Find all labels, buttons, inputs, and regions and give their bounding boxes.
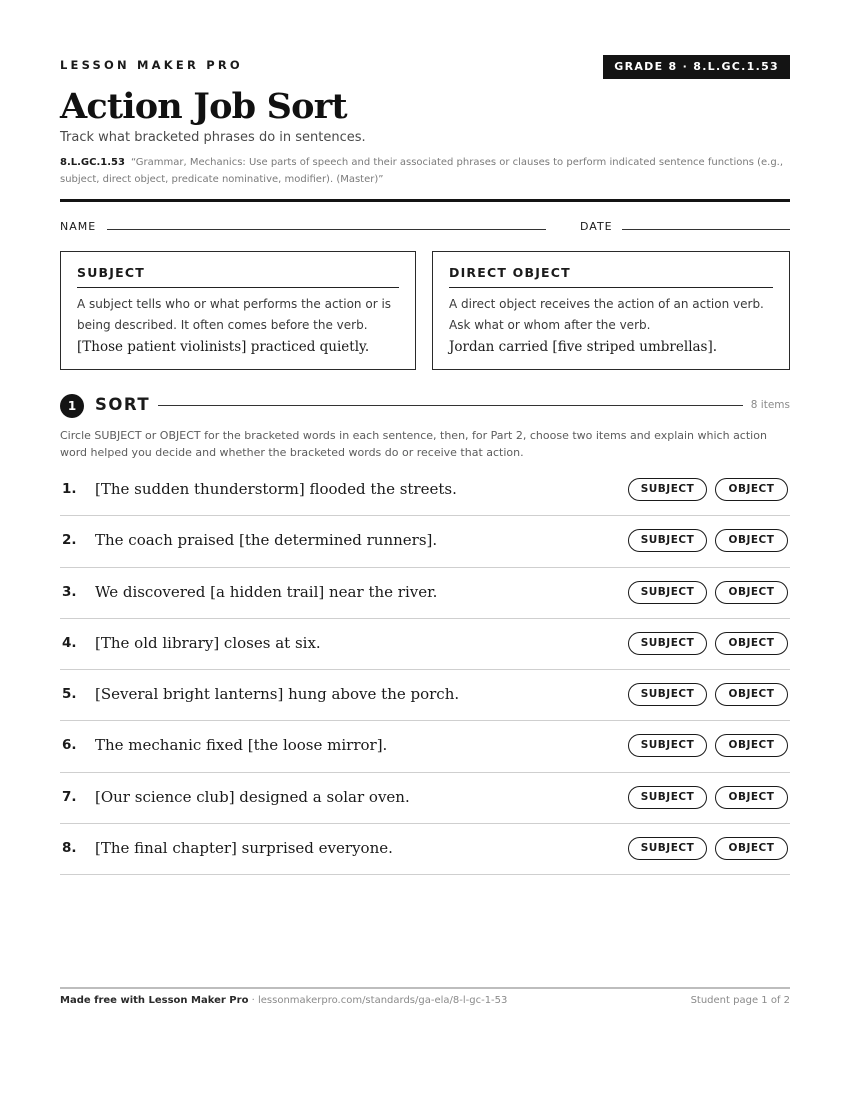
item-sentence: The mechanic fixed [the loose mirror]. <box>95 736 388 755</box>
item-sentence: [Several bright lanterns] hung above the porch. <box>95 685 460 704</box>
object-choice-button[interactable]: OBJECT <box>715 529 788 552</box>
section-title: SORT <box>95 395 151 414</box>
footer-page-number: Student page 1 of 2 <box>690 995 790 1006</box>
list-item <box>60 670 790 721</box>
subject-choice-button[interactable]: SUBJECT <box>628 581 707 604</box>
section-divider <box>158 405 743 406</box>
section-instructions: Circle SUBJECT or OBJECT for the bracketed words in each sentence, then, for Part 2, choose two items and explain which action word helped you decide and whether the bracketed words do or receive that action. <box>60 429 767 459</box>
standard-code: 8.L.GC.1.53 <box>60 157 125 168</box>
item-number: 2. <box>62 532 77 549</box>
object-choice-button[interactable]: OBJECT <box>715 683 788 706</box>
section-number-badge: 1 <box>60 394 84 418</box>
item-number: 7. <box>62 788 77 805</box>
footer-made-with: Made free with Lesson Maker Pro <box>60 995 249 1006</box>
object-choice-button[interactable]: OBJECT <box>715 581 788 604</box>
object-choice-button[interactable]: OBJECT <box>715 478 788 501</box>
standard-text: “Grammar, Mechanics: Use parts of speech and their associated phrases or clauses to perform indicated sentence functions (e.g., subject, direct object, predicate nominative, modifier). (Master)” <box>60 157 784 185</box>
card-title: DIRECT OBJECT <box>449 265 773 288</box>
subject-choice-button[interactable]: SUBJECT <box>628 786 707 809</box>
item-number: 4. <box>62 634 77 651</box>
footer-credit <box>60 995 507 1006</box>
grade-badge: GRADE 8 · 8.L.GC.1.53 <box>603 55 790 79</box>
date-field[interactable] <box>622 229 790 230</box>
item-number: 6. <box>62 737 77 754</box>
item-number: 1. <box>62 481 77 497</box>
object-choice-button[interactable]: OBJECT <box>715 837 788 860</box>
object-choice-button[interactable]: OBJECT <box>715 632 788 655</box>
card-description: A subject tells who or what performs the action or is being described. It often comes before the verb. <box>77 297 392 332</box>
standard-description <box>60 155 790 188</box>
list-item <box>60 465 790 516</box>
card-example: Jordan carried [five striped umbrellas]. <box>449 339 718 355</box>
page-subtitle: Track what bracketed phrases do in sentences. <box>60 130 366 145</box>
item-number: 5. <box>62 686 77 703</box>
date-label: DATE <box>580 220 613 233</box>
subject-choice-button[interactable]: SUBJECT <box>628 632 707 655</box>
item-count: 8 items <box>750 399 790 411</box>
object-choice-button[interactable]: OBJECT <box>715 786 788 809</box>
item-sentence: [The old library] closes at six. <box>95 633 321 652</box>
subject-choice-button[interactable]: SUBJECT <box>628 683 707 706</box>
item-number: 8. <box>62 840 77 857</box>
name-field[interactable] <box>107 229 546 230</box>
list-item <box>60 824 790 875</box>
card-example: [Those patient violinists] practiced quietly. <box>77 339 370 355</box>
sort-items-list <box>60 465 790 875</box>
footer-divider <box>60 987 790 989</box>
subject-definition-card <box>60 251 416 370</box>
list-item <box>60 568 790 619</box>
object-choice-button[interactable]: OBJECT <box>715 734 788 757</box>
subject-choice-button[interactable]: SUBJECT <box>628 529 707 552</box>
subject-choice-button[interactable]: SUBJECT <box>628 837 707 860</box>
list-item <box>60 619 790 670</box>
list-item <box>60 773 790 824</box>
item-sentence: The coach praised [the determined runners]. <box>95 531 438 550</box>
item-sentence: [The final chapter] surprised everyone. <box>95 839 393 858</box>
direct-object-definition-card <box>432 251 790 370</box>
card-description: A direct object receives the action of an action verb. Ask what or whom after the verb. <box>449 297 764 332</box>
subject-choice-button[interactable]: SUBJECT <box>628 478 707 501</box>
card-title: SUBJECT <box>77 265 399 288</box>
item-sentence: [The sudden thunderstorm] flooded the streets. <box>95 480 457 498</box>
brand-name: LESSON MAKER PRO <box>60 58 243 72</box>
name-label: NAME <box>60 220 97 233</box>
item-sentence: We discovered [a hidden trail] near the river. <box>95 582 438 601</box>
header-divider <box>60 199 790 202</box>
footer-url[interactable]: · lessonmakerpro.com/standards/ga-ela/8-l-gc-1-53 <box>248 995 508 1006</box>
list-item <box>60 516 790 567</box>
item-sentence: [Our science club] designed a solar oven. <box>95 787 410 806</box>
list-item <box>60 721 790 772</box>
subject-choice-button[interactable]: SUBJECT <box>628 734 707 757</box>
item-number: 3. <box>62 583 77 600</box>
page-title: Action Job Sort <box>60 86 347 127</box>
